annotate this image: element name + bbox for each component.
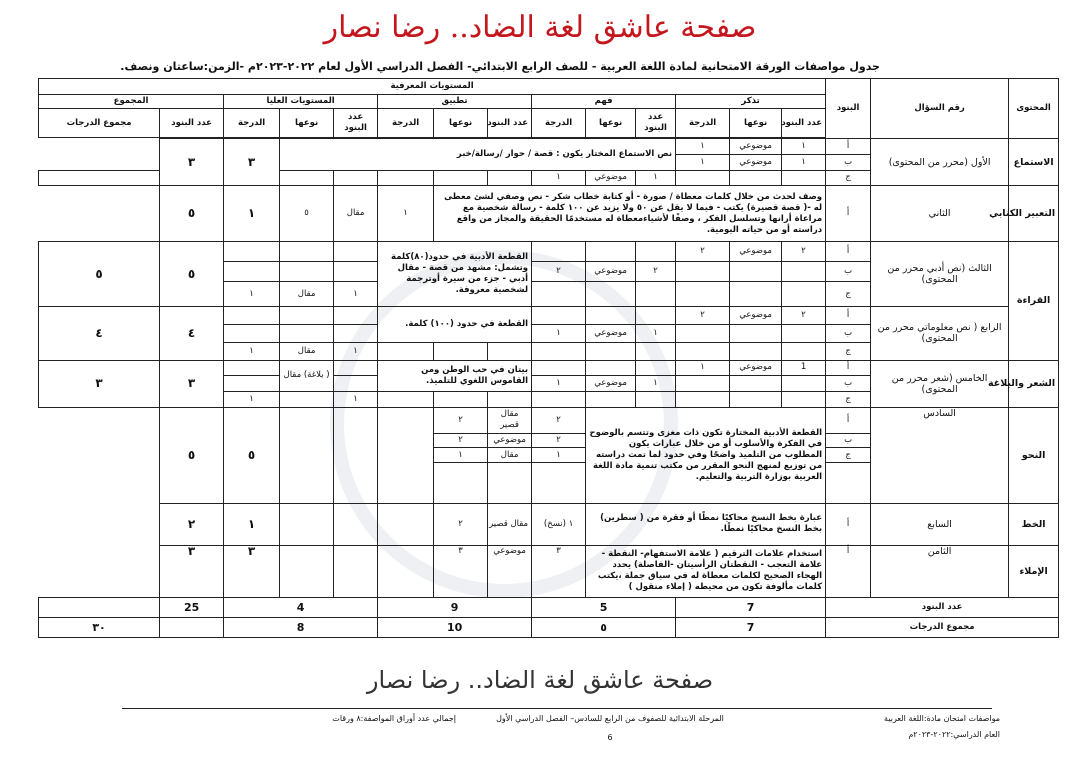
cell-value: ١ — [782, 139, 826, 155]
totals-items-label: عدد البنود — [826, 597, 1059, 617]
item-letter: ب — [826, 154, 871, 170]
cell-value: ١ — [378, 186, 434, 242]
handwriting-description: عبارة بخط النسخ محاكيًا نمطًا أو فقرة من ( سطرين) بخط النسخ محاكيًا نمطًا. — [586, 503, 826, 545]
total-count: ٣ — [160, 360, 224, 407]
total-grade: ٥ — [160, 407, 224, 503]
total-all-items: 25 — [160, 597, 224, 617]
content-listening: الاستماع — [1009, 139, 1059, 186]
cell-type: مقال — [280, 282, 334, 307]
header-total: المجموع — [39, 94, 224, 109]
total-apply-grades: 10 — [378, 617, 532, 637]
total-all-grades: ٣٠ — [39, 617, 160, 637]
cell-type: مقال — [280, 342, 334, 360]
total-grade: ٣ — [160, 546, 224, 597]
cell-value: ١ — [676, 154, 730, 170]
cell-value: ٥ — [280, 186, 334, 242]
cell-value: ١ — [782, 154, 826, 170]
header-grade: الدرجة — [532, 109, 586, 138]
header-content: المحتوى — [1009, 79, 1059, 139]
cell-value: ٣ — [532, 546, 586, 597]
total-remember-items: 7 — [676, 597, 826, 617]
document-title: جدول مواصفات الورقة الامتحانية لمادة اللغة العربية - للصف الرابع الابتدائي- الفصل الدراسي الأول لعام ٢٠٢٢-٢٠٢٣م -الزمن:ساعتان ونصف. — [120, 60, 880, 73]
content-dictation: الإملاء — [1009, 546, 1059, 597]
item-letter: أ — [826, 360, 871, 376]
cell-type: موضوعي — [730, 154, 782, 170]
content-writing: التعبير الكتابي — [1009, 186, 1059, 242]
item-letter: ب — [826, 434, 871, 447]
cell-value: ٢ — [532, 407, 586, 434]
total-remember-grades: 7 — [676, 617, 826, 637]
total-count: ٣ — [224, 139, 280, 186]
item-letter: أ — [826, 186, 871, 242]
cell-value: ٢ — [434, 434, 488, 447]
header-item-count: عدد البنود — [488, 109, 532, 138]
total-grade: ٣ — [39, 360, 160, 407]
header-understand: فهم — [532, 94, 676, 109]
item-letter: ج — [826, 447, 871, 463]
cell-value: ١ — [334, 282, 378, 307]
header-item-count: عدد البنود — [782, 109, 826, 138]
header-items: البنود — [826, 79, 871, 139]
header-apply: تطبيق — [378, 94, 532, 109]
cell-value: ٣ — [434, 546, 488, 597]
cell-value: ٢ — [676, 242, 730, 262]
item-letter: ب — [826, 262, 871, 282]
footer-banner-title: صفحة عاشق لغة الضاد.. رضا نصار — [366, 666, 714, 694]
item-letter: أ — [826, 546, 871, 597]
cell-value: ٢ — [434, 503, 488, 545]
cell-value: ١ — [636, 170, 676, 186]
cell-value: ٢ — [532, 262, 586, 282]
cell-type: مقال قصير — [488, 503, 532, 545]
question-fourth: الرابع ( نص معلوماتي محرر من المحتوى) — [871, 306, 1009, 360]
dictation-description: استخدام علامات الترقيم ( علامة الاستفهام- النقطة - علامة التعجب - النقطتان الرأسيتان -الفاصلة) يحدد الهجاء الصحيح لكلمات معطاة له في سياق جملة ،يكتب كلمات مألوفة تكون من محيطه ( إملاء منقول ) — [586, 546, 826, 597]
cell-value: ١ — [532, 324, 586, 342]
footer-divider — [122, 708, 992, 709]
reading2-description: القطعة في حدود (١٠٠) كلمة. — [378, 306, 532, 342]
header-grade: الدرجة — [224, 109, 280, 138]
content-handwriting: الخط — [1009, 503, 1059, 545]
header-question-number: رقم السؤال — [871, 79, 1009, 139]
footer-sheet-count: إجمالي عدد أوراق المواصفة:٨ ورقات — [332, 714, 456, 723]
header-type: نوعها — [280, 109, 334, 138]
header-higher-levels: المستويات العليا — [224, 94, 378, 109]
item-letter: ب — [826, 376, 871, 392]
cell-type: مقال — [488, 447, 532, 463]
cell-value: ١ — [636, 376, 676, 392]
cell-value: ١ — [334, 391, 378, 407]
question-first: الأول (محرر من المحتوى) — [871, 139, 1009, 186]
cell-value: ١ — [224, 282, 280, 307]
poetry-description: بيتان في حب الوطن ومن القاموس اللغوي للتلميذ. — [378, 360, 532, 391]
cell-value: ٢ — [782, 306, 826, 324]
question-fifth: الخامس (شعر محرر من المحتوى) — [871, 360, 1009, 407]
item-letter: أ — [826, 407, 871, 434]
header-item-count: عدد البنود — [636, 109, 676, 138]
total-grade: ٥ — [39, 242, 160, 307]
item-letter: ج — [826, 391, 871, 407]
grammar-description: القطعة الأدبية المختارة تكون ذات مغزى وتتسم بالوضوح في الفكرة والأسلوب أو من خلال عبارات يكون المطلوب من التلميذ واضحًا وفي حدود لما تمت دراسته من توزيع لمنهج النحو المقرر من مكتب تنمية مادة اللغة العربية بوزارة التربية والتعليم. — [586, 407, 826, 503]
writing-description: وصف لحدث من خلال كلمات معطاة / صورة - أو كتابة خطاب شكر - نص وصفي لشئ معطى له -( قصة قصيرة) يكتب - فيما لا يقل عن ٥٠ ولا يزيد عن ١٠٠ كلمة - رسالة شخصية مع مراعاة أرانها وتسلسل الفكر ، وصفًا لأشياءمعطاة له مستخدمًا الحقيقة والمجاز من واقع دراسته أو من حياته اليومية. — [434, 186, 826, 242]
content-grammar: النحو — [1009, 407, 1059, 503]
header-grade: الدرجة — [378, 109, 434, 138]
cell-value: ١ — [676, 139, 730, 155]
cell-value: ١ — [334, 342, 378, 360]
header-type: نوعها — [730, 109, 782, 138]
cell-value: ١ — [676, 360, 730, 376]
question-sixth: السادس — [871, 407, 1009, 503]
totals-grades-label: مجموع الدرجات — [826, 617, 1059, 637]
cell-value: ٢ — [782, 242, 826, 262]
total-count: ١ — [224, 186, 280, 242]
cell-type: موضوعي — [730, 139, 782, 155]
cell-value: ٢ — [532, 434, 586, 447]
content-poetry: الشعر والبلاغة — [1009, 360, 1059, 407]
cell-value: ١ — [224, 342, 280, 360]
item-letter: أ — [826, 139, 871, 155]
content-reading: القراءة — [1009, 242, 1059, 360]
reading1-description: القطعة الأدبية في حدود(٨٠)كلمة وتشمل: مشهد من قصة - مقال أدبي - جزء من سيرة أوترجمة لشخصية معروفة. — [378, 242, 532, 307]
item-letter: ب — [826, 324, 871, 342]
total-understand-items: 5 — [532, 597, 676, 617]
cell-type: موضوعي — [488, 434, 532, 447]
total-apply-items: 9 — [378, 597, 532, 617]
footer-year: العام الدراسي:٢٠٢٢-٢٠٢٣م — [908, 730, 1000, 739]
cell-value: ١ — [224, 391, 280, 407]
header-cognitive-levels: المستويات المعرفية — [39, 79, 826, 95]
total-grade: ٢ — [160, 503, 224, 545]
header-remember: تذكر — [676, 94, 826, 109]
total-grade: ٣ — [160, 139, 224, 186]
cell-type: موضوعي — [730, 242, 782, 262]
total-count: ١ — [224, 503, 280, 545]
header-item-count: عدد البنود — [334, 109, 378, 138]
item-letter: أ — [826, 242, 871, 262]
item-letter: أ — [826, 503, 871, 545]
cell-value: ٢ — [434, 407, 488, 434]
total-grade: ٥ — [160, 186, 224, 242]
specification-table — [38, 78, 1059, 638]
cell-value: ٢ — [676, 306, 730, 324]
cell-type: موضوعي — [730, 360, 782, 376]
header-grade: الدرجة — [676, 109, 730, 138]
item-letter: ج — [826, 170, 871, 186]
total-higher-items: 4 — [224, 597, 378, 617]
cell-type: موضوعي — [730, 306, 782, 324]
cell-value: ١ (نسخ) — [532, 503, 586, 545]
cell-value: ١ — [532, 376, 586, 392]
cell-type: موضوعي — [586, 262, 636, 282]
question-third: الثالث (نص أدبي محرر من المحتوى) — [871, 242, 1009, 307]
cell-type: موضوعي — [586, 170, 636, 186]
cell-type: مقال قصير — [488, 407, 532, 434]
cell-value: 1 — [782, 360, 826, 376]
total-count: ٤ — [160, 306, 224, 360]
cell-value: ١ — [434, 447, 488, 463]
cell-value: ١ — [532, 447, 586, 463]
question-seventh: السابع — [871, 503, 1009, 545]
total-understand-grades: ٥ — [532, 617, 676, 637]
item-letter: أ — [826, 306, 871, 324]
total-higher-grades: 8 — [224, 617, 378, 637]
page-banner-title: صفحة عاشق لغة الضاد.. رضا نصار — [323, 10, 757, 45]
item-letter: ج — [826, 342, 871, 360]
cell-value: ١ — [532, 170, 586, 186]
header-type: نوعها — [586, 109, 636, 138]
footer-stage: المرحلة الابتدائية للصفوف من الرابع للسادس– الفصل الدراسي الأول — [496, 714, 724, 723]
cell-type: موضوعي — [586, 324, 636, 342]
total-count: ٥ — [160, 242, 224, 307]
footer-page-number: 6 — [607, 733, 613, 742]
cell-value: ١ — [636, 324, 676, 342]
question-second: الثاني — [871, 186, 1009, 242]
item-letter: ج — [826, 282, 871, 307]
footer-subject: مواصفات امتحان مادة:اللغة العربية — [884, 714, 1000, 723]
total-count: ٥ — [224, 407, 280, 503]
header-total-grades: مجموع الدرجات — [39, 109, 160, 138]
cell-type: مقال — [334, 186, 378, 242]
cell-type: موضوعي — [488, 546, 532, 597]
cell-type: ( بلاغة) مقال — [280, 360, 334, 391]
header-item-count: عدد البنود — [160, 109, 224, 138]
cell-value: ٢ — [636, 262, 676, 282]
cell-type: موضوعي — [586, 376, 636, 392]
question-eighth: الثامن — [871, 546, 1009, 597]
total-count: ٣ — [224, 546, 280, 597]
header-type: نوعها — [434, 109, 488, 138]
listening-description: نص الاستماع المختار يكون : قصة / حوار /رسالة/خبر — [280, 139, 676, 170]
total-grade: ٤ — [39, 306, 160, 360]
